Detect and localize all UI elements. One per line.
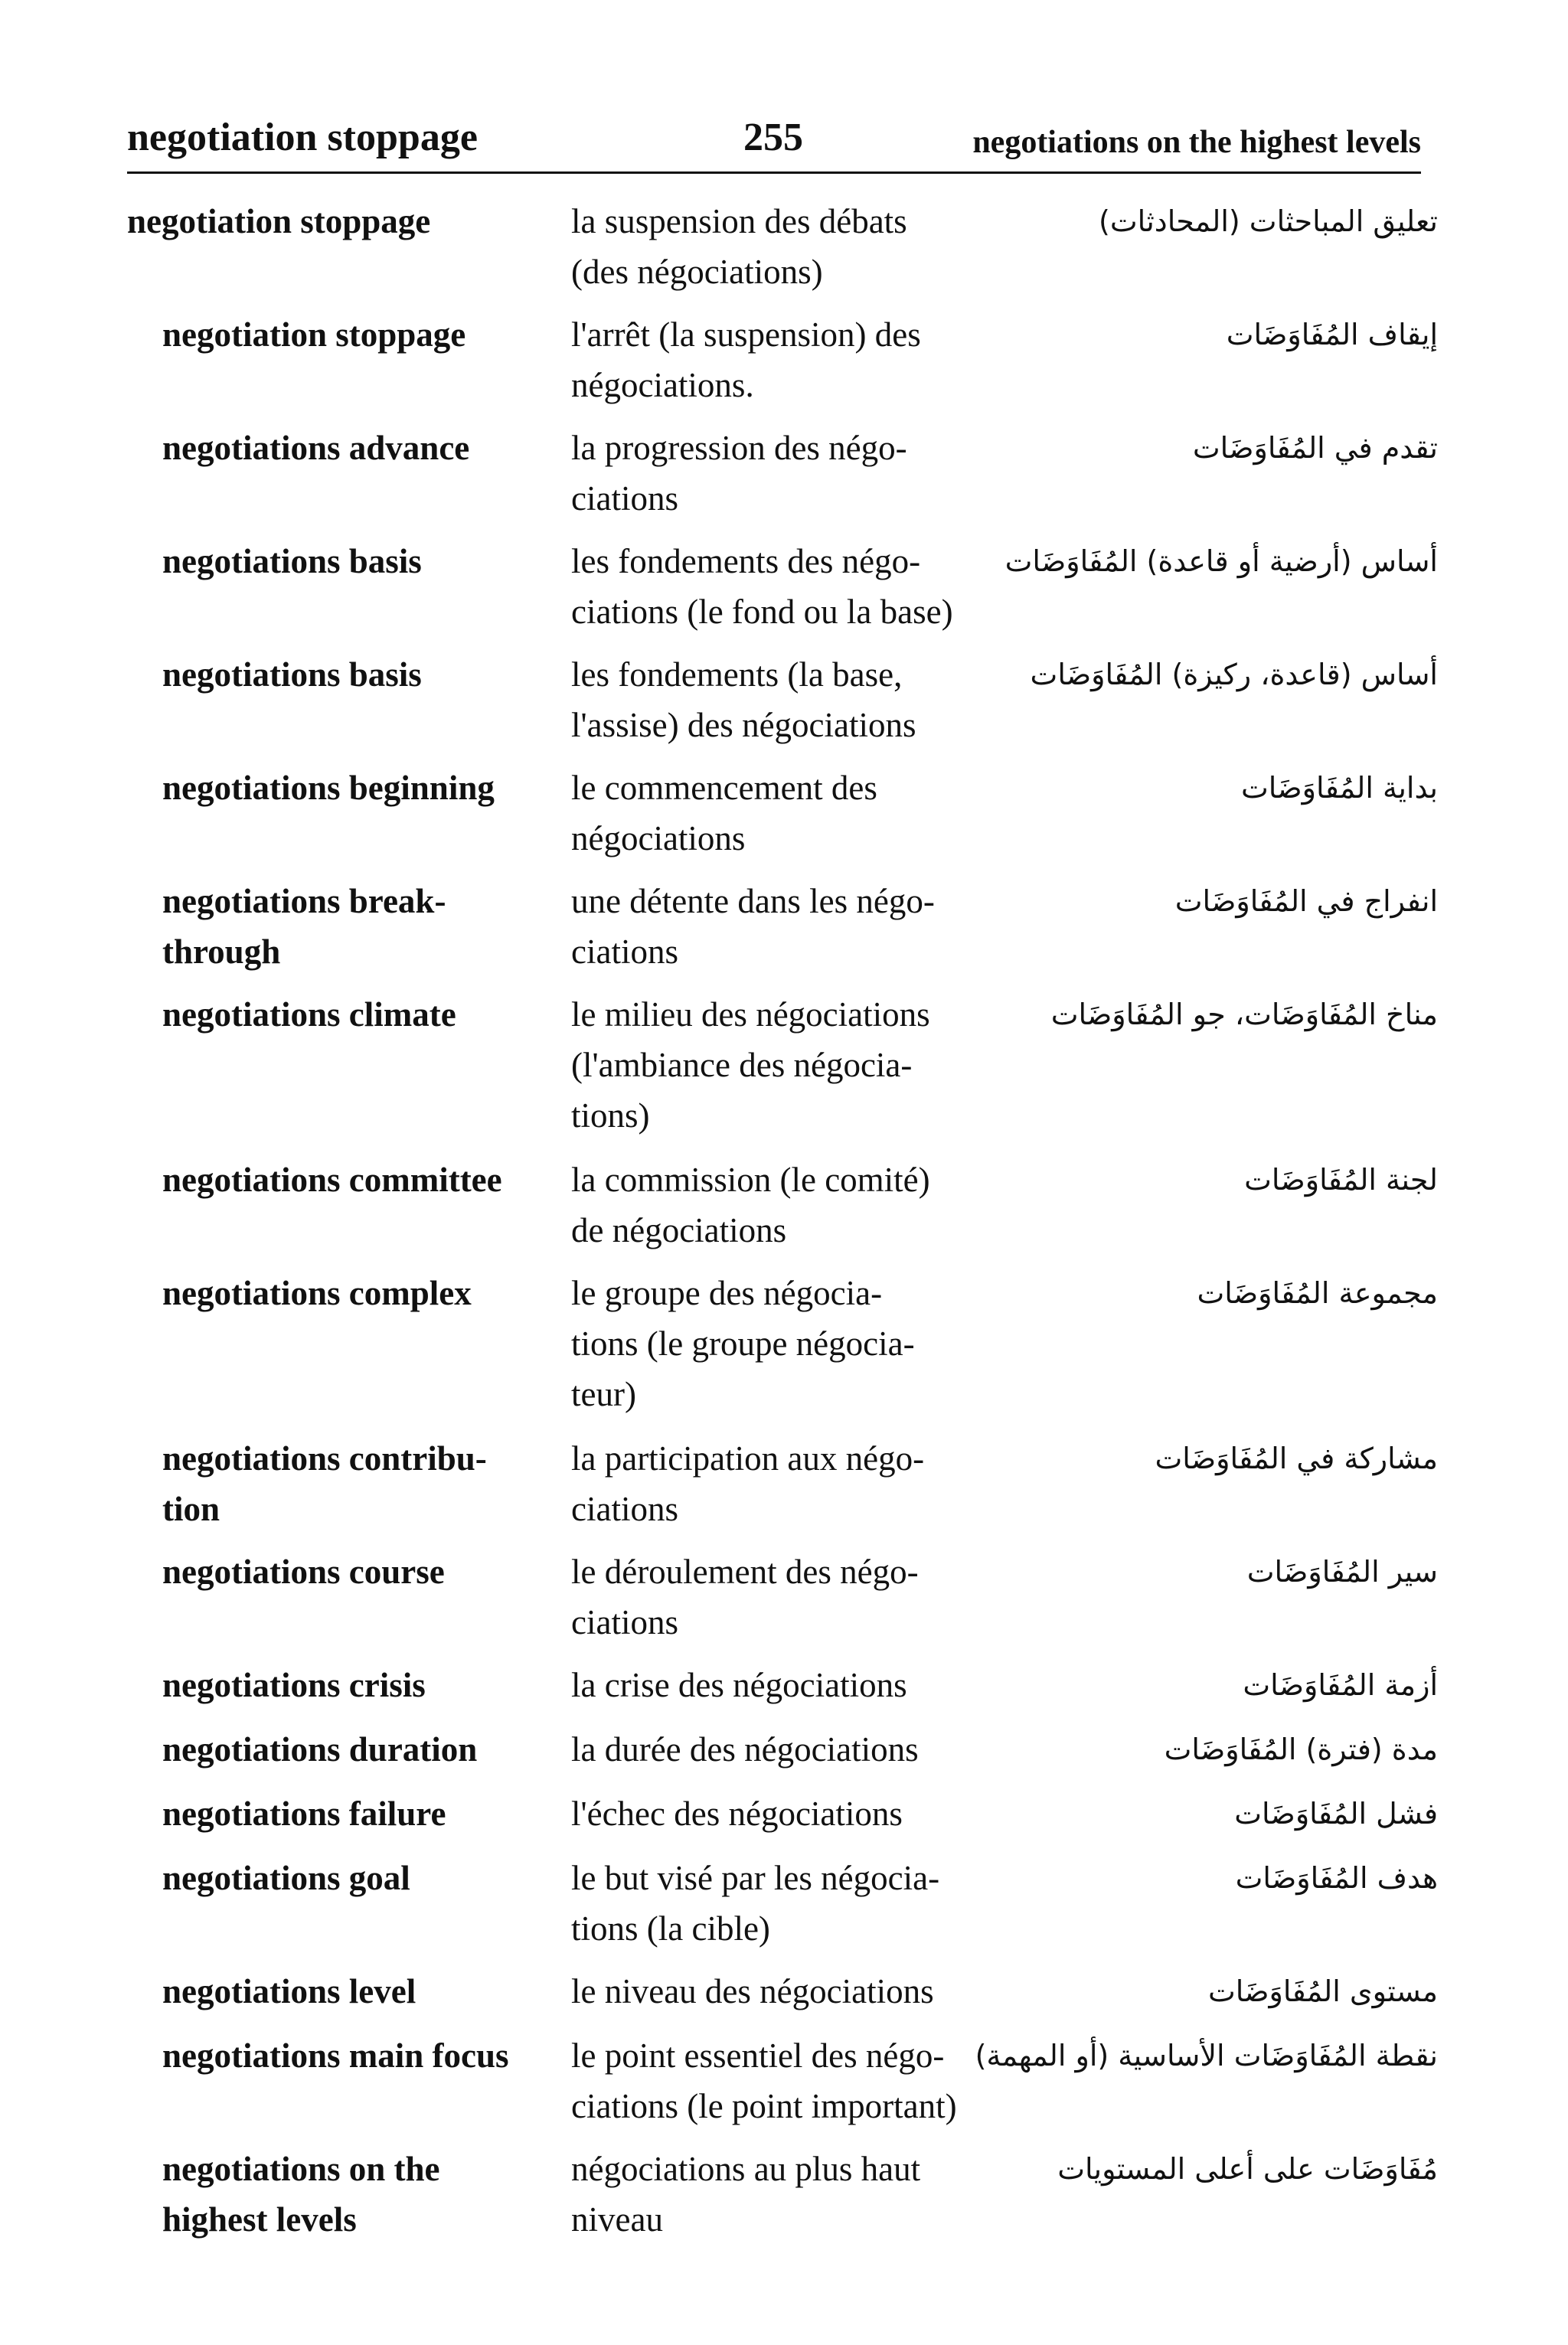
entry-term: negotiations main focus	[162, 2036, 509, 2075]
entry-term: negotiations complex	[162, 1274, 472, 1312]
entry-term: negotiations committee	[162, 1161, 502, 1199]
entry-arabic: نقطة المُفَاوَضَات الأساسية (أو المهمة)	[975, 2039, 1438, 2072]
entry-term: negotiations climate	[162, 995, 456, 1034]
entry-term: negotiations advance	[162, 429, 470, 467]
entry-term: negotiation stoppage	[127, 202, 431, 240]
entry-arabic: أزمة المُفَاوَضَات	[1243, 1668, 1438, 1702]
entry-arabic: مدة (فترة) المُفَاوَضَات	[1164, 1733, 1438, 1766]
entry-french: les fondements des négo- ciations (le fond ou la base)	[571, 542, 953, 631]
entry-arabic: أساس (أرضية أو قاعدة) المُفَاوَضَات	[1004, 544, 1438, 578]
entry-arabic: مجموعة المُفَاوَضَات	[1197, 1276, 1438, 1310]
entry-french: le point essentiel des négo- ciations (le point important)	[571, 2036, 957, 2125]
entry-arabic: تعليق المباحثات (المحادثات)	[1099, 204, 1438, 238]
entry-french: le commencement des négociations	[571, 769, 877, 857]
entry-arabic: مُفَاوَضَات على أعلى المستويات	[1057, 2152, 1438, 2186]
entry-arabic: هدف المُفَاوَضَات	[1235, 1861, 1438, 1895]
entry-french: le niveau des négociations	[571, 1972, 934, 2010]
entry-arabic: بداية المُفَاوَضَات	[1241, 771, 1438, 805]
entry-french: la suspension des débats (des négociations)	[571, 202, 907, 291]
entry-french: la durée des négociations	[571, 1730, 919, 1769]
entry-arabic: انفراج في المُفَاوَضَات	[1174, 884, 1438, 918]
entry-term: negotiations failure	[162, 1795, 446, 1833]
entry-term: negotiations duration	[162, 1730, 478, 1769]
entry-term: negotiations beginning	[162, 769, 495, 807]
entry-french: le déroulement des négo- ciations	[571, 1553, 919, 1641]
entry-arabic: فشل المُفَاوَضَات	[1234, 1797, 1438, 1831]
entry-french: l'échec des négociations	[571, 1795, 903, 1833]
entry-term: negotiations basis	[162, 542, 422, 580]
entry-term: negotiations crisis	[162, 1666, 426, 1704]
page-header	[127, 115, 1421, 175]
entry-term: negotiations goal	[162, 1859, 410, 1897]
entry-french: une détente dans les négo- ciations	[571, 882, 935, 971]
entry-arabic: مستوى المُفَاوَضَات	[1207, 1974, 1438, 2008]
entry-french: la commission (le comité) de négociations	[571, 1161, 930, 1249]
entry-arabic: سير المُفَاوَضَات	[1246, 1555, 1438, 1589]
entry-term: negotiations course	[162, 1553, 445, 1591]
entry-arabic: أساس (قاعدة، ركيزة) المُفَاوَضَات	[1030, 658, 1438, 691]
entry-french: le but visé par les négocia- tions (la cible)	[571, 1859, 940, 1948]
entry-arabic: لجنة المُفَاوَضَات	[1244, 1163, 1438, 1197]
entry-french: les fondements (la base, l'assise) des négociations	[571, 655, 916, 744]
entry-term: negotiations basis	[162, 655, 422, 694]
entry-french: la progression des négo- ciations	[571, 429, 907, 518]
page-number: 255	[743, 116, 803, 159]
entry-term: negotiations on the highest levels	[162, 2150, 440, 2239]
left-guide-word: negotiation stoppage	[127, 116, 478, 159]
entry-term: negotiations level	[162, 1972, 416, 2010]
entry-french: le groupe des négocia- tions (le groupe négocia- teur)	[571, 1274, 915, 1413]
entry-arabic: مشاركة في المُفَاوَضَات	[1155, 1442, 1438, 1475]
right-guide-word: negotiations on the highest levels	[972, 125, 1421, 160]
entry-term: negotiations break- through	[162, 882, 446, 971]
entry-french: la participation aux négo- ciations	[571, 1439, 925, 1528]
entry-arabic: تقدم في المُفَاوَضَات	[1192, 431, 1438, 465]
header-rule	[127, 171, 1421, 174]
entry-french: l'arrêt (la suspension) des négociations.	[571, 315, 921, 404]
entry-arabic: مناخ المُفَاوَضَات، جو المُفَاوَضَات	[1050, 998, 1438, 1031]
entry-term: negotiation stoppage	[162, 315, 466, 354]
entry-french: négociations au plus haut niveau	[571, 2150, 921, 2239]
entry-french: la crise des négociations	[571, 1666, 907, 1704]
entry-french: le milieu des négociations (l'ambiance des négocia- tions)	[571, 995, 930, 1135]
entry-term: negotiations contribu- tion	[162, 1439, 487, 1528]
entry-arabic: إيقاف المُفَاوَضَات	[1226, 318, 1438, 351]
